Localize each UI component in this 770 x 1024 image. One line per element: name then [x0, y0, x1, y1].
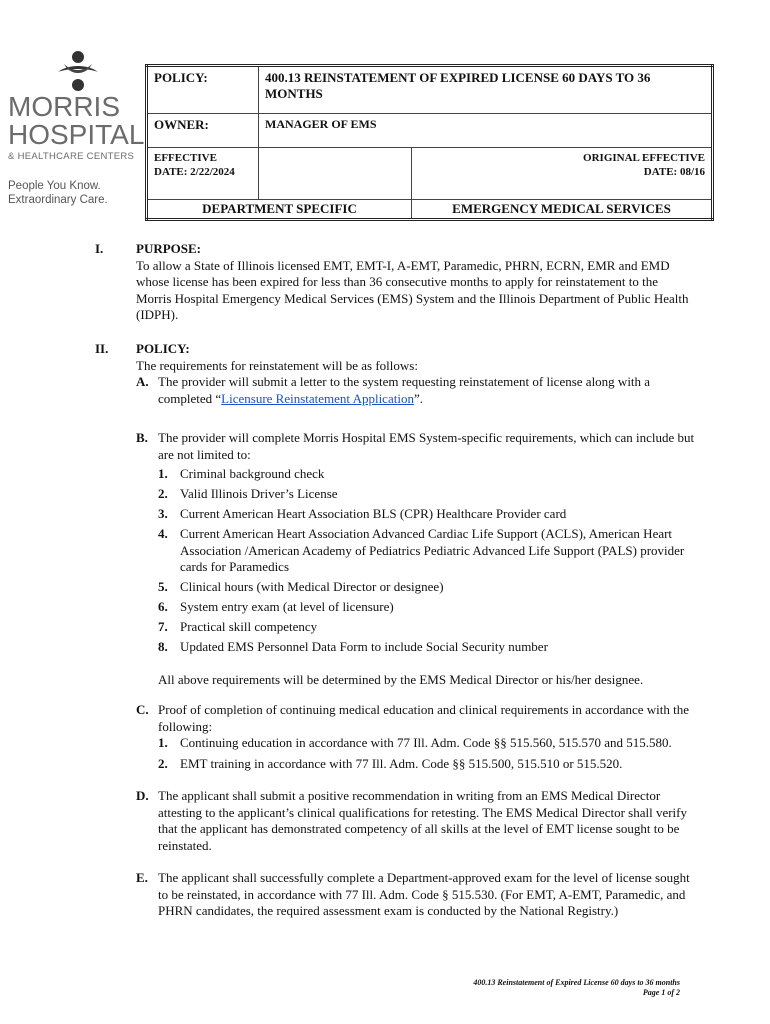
list-number: 2. [158, 486, 168, 501]
list-item [158, 639, 695, 656]
item-a-text-end: ”. [413, 390, 423, 406]
logo-word-morris: MORRIS [8, 91, 120, 122]
list-number: 6. [158, 599, 168, 614]
policy-header-table [145, 64, 714, 221]
policy-section [95, 341, 695, 920]
page-number: Page 1 of 2 [642, 988, 680, 997]
reinstatement-application-link[interactable]: Licensure Reinstatement Application [221, 390, 414, 406]
list-number: 8. [158, 639, 168, 654]
section-number: I. [95, 241, 104, 256]
department-specific: DEPARTMENT SPECIFIC [147, 200, 412, 220]
list-text: Criminal background check [180, 466, 325, 481]
list-text: Continuing education in accordance with 77 Ill. Adm. Code §§ 515.560, 515.570 and 515.580. [180, 735, 672, 750]
list-text: Practical skill competency [180, 619, 318, 634]
list-item [158, 486, 695, 503]
item-e-text: The applicant shall successfully complete a Department-approved exam for the level of license sought to be reinstated, in accordance with 77 Ill. Adm. Code § 515.530. (For EMT, A-EMT, Paramedic, and PHRN candidates, the required assessment exam is conducted by the National Registry.) [158, 870, 690, 918]
original-effective-label: ORIGINAL EFFECTIVE [583, 152, 705, 164]
list-item [158, 756, 695, 773]
item-c [136, 702, 695, 772]
list-number: 4. [158, 526, 168, 541]
item-letter: C. [136, 702, 149, 717]
owner-label: OWNER: [147, 114, 259, 148]
list-item [158, 466, 695, 483]
original-effective-date: DATE: 08/16 [643, 166, 705, 178]
list-item [158, 735, 695, 752]
list-text: Valid Illinois Driver’s License [180, 486, 338, 501]
footer-title: 400.13 Reinstatement of Expired License 60 days to 36 months [473, 978, 680, 987]
item-letter: D. [136, 788, 149, 803]
original-effective-cell [412, 148, 713, 200]
policy-intro: The requirements for reinstatement will be as follows: [136, 357, 418, 373]
policy-label: POLICY: [147, 66, 259, 114]
list-number: 2. [158, 755, 168, 771]
logo-subtitle: & HEALTHCARE CENTERS [8, 151, 135, 162]
item-letter: E. [136, 870, 148, 885]
list-text: Clinical hours (with Medical Director or designee) [180, 579, 444, 594]
item-e [136, 870, 695, 920]
hospital-logo [8, 50, 143, 207]
list-number: 1. [158, 466, 168, 481]
item-c-text: Proof of completion of continuing medical education and clinical requirements in accordance with the following: [158, 702, 690, 734]
purpose-text: To allow a State of Illinois licensed EMT, EMT-I, A-EMT, Paramedic, PHRN, ECRN, EMR and EMD whose license has been expired for less than 36 consecutive months to apply for reinstatement to the Morris Hospital Emergency Medical Services (EMS) System and the Illinois Department of Public Health (IDPH). [136, 257, 689, 322]
list-text: Current American Heart Association Advanced Cardiac Life Support (ACLS), American Heart Association /American Academy of Pediatrics Pediatric Advanced Life Support (PALS) provider cards for Paramedics [180, 526, 685, 574]
list-item [158, 506, 695, 523]
blank-cell [259, 148, 412, 200]
logo-word-hospital: HOSPITAL [8, 119, 145, 150]
item-b-text: The provider will complete Morris Hospital EMS System-specific requirements, which can include but are not limited to: [158, 430, 695, 462]
section-title: PURPOSE: [136, 241, 201, 256]
list-text: EMT training in accordance with 77 Ill. Adm. Code §§ 515.500, 515.510 or 515.520. [180, 755, 623, 771]
list-number: 5. [158, 579, 168, 594]
item-letter: A. [136, 374, 149, 389]
list-item [158, 599, 695, 616]
item-a-text: The provider will submit a letter to the system requesting reinstatement of license along with a completed “ [158, 374, 651, 406]
department-name: EMERGENCY MEDICAL SERVICES [412, 200, 713, 220]
tagline-line-1: People You Know. [8, 180, 101, 192]
policy-title: 400.13 REINSTATEMENT OF EXPIRED LICENSE 60 DAYS TO 36 MONTHS [259, 66, 713, 114]
list-text: Updated EMS Personnel Data Form to include Social Security number [180, 639, 548, 654]
list-text: System entry exam (at level of licensure) [180, 599, 394, 614]
list-item [158, 579, 695, 596]
item-a [136, 374, 695, 407]
item-d-text: The applicant shall submit a positive recommendation in writing from an EMS Medical Director attesting to the applicant’s clinical qualifications for retesting. The EMS Medical Director shall verify that the applicant has demonstrated competency of all skills at the level of EMT license sought to be reinstated. [158, 788, 687, 853]
page-footer [473, 978, 680, 998]
list-number: 1. [158, 735, 168, 750]
section-title: POLICY: [136, 341, 190, 356]
section-number: II. [95, 341, 109, 356]
effective-cell [147, 148, 259, 200]
list-number: 3. [158, 506, 168, 521]
owner-value: MANAGER OF EMS [259, 114, 713, 148]
logo-tagline [8, 179, 143, 207]
effective-date: DATE: 2/22/2024 [154, 166, 235, 178]
tagline-line-2: Extraordinary Care. [8, 194, 108, 206]
list-item [158, 619, 695, 636]
item-d [136, 788, 695, 854]
item-b [136, 430, 695, 688]
logo-emblem-icon [54, 50, 102, 92]
list-number: 7. [158, 619, 168, 634]
item-letter: B. [136, 430, 148, 445]
item-b-note: All above requirements will be determined by the EMS Medical Director or his/her designee. [158, 671, 644, 687]
list-item [158, 526, 695, 576]
purpose-section [95, 241, 695, 324]
list-text: Current American Heart Association BLS (CPR) Healthcare Provider card [180, 506, 567, 521]
effective-label: EFFECTIVE [154, 152, 217, 164]
